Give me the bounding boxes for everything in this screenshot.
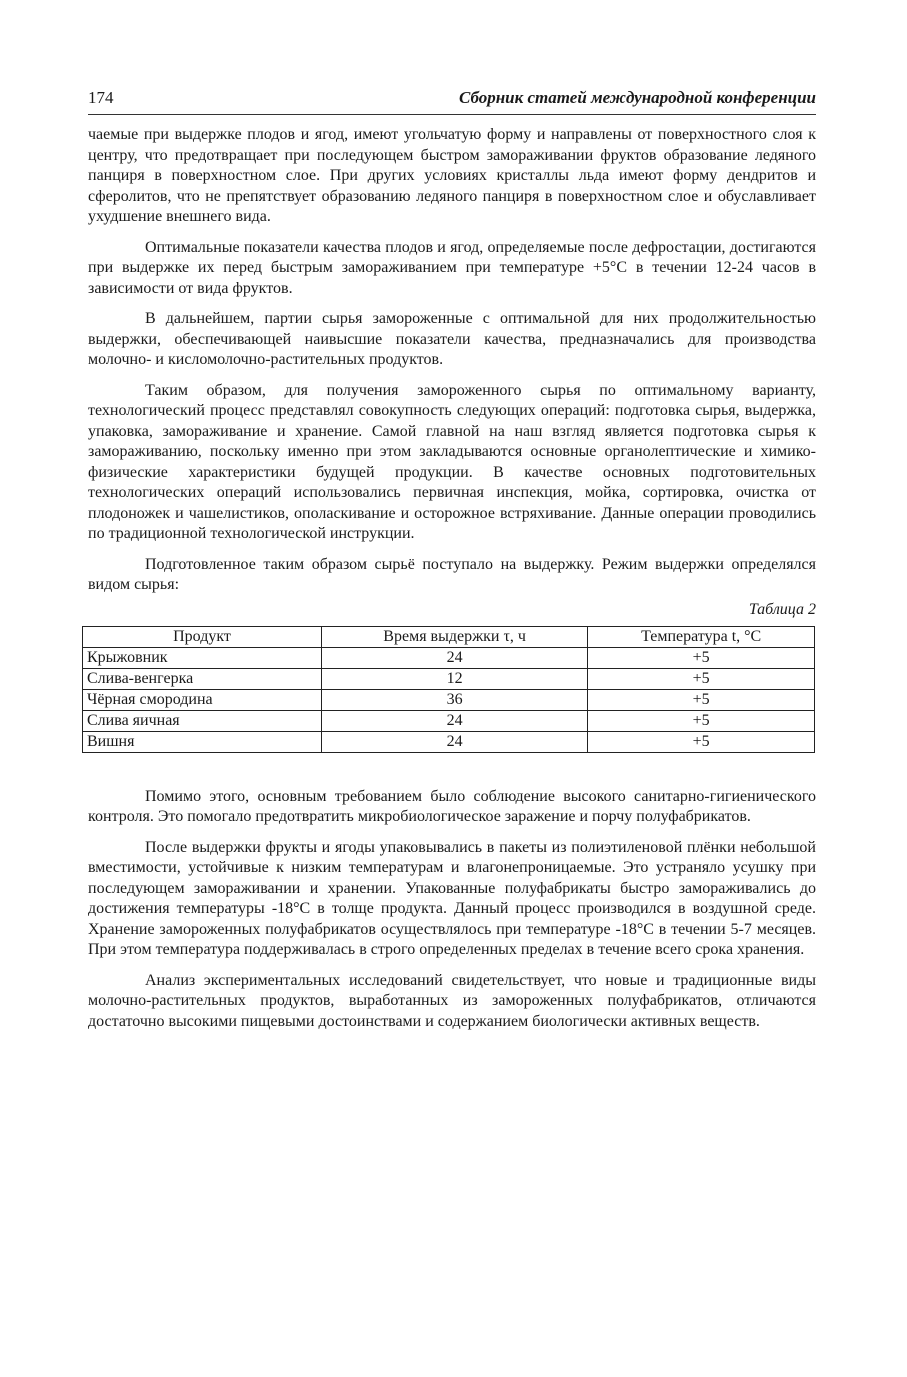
table-row — [83, 710, 815, 731]
paragraph: После выдержки фрукты и ягоды упаковывались в пакеты из полиэтиленовой плёнки небольшой вместимости, устойчивые к низким температурам и влагонепроницаемые. Это устраняло усушку при последующем замораживании и хранении. Упакованные полуфабрикаты быстро замораживались до достижения температуры -18°С в толще продукта. Данный процесс производился в воздушной среде. Хранение замороженных полуфабрикатов осуществлялось при температуре -18°С в течении 5-7 месяцев. При этом температура поддерживалась в строго определенных пределах в течение всего срока хранения. — [88, 838, 816, 958]
table-cell-temperature: +5 — [588, 689, 815, 710]
table-cell-time: 24 — [322, 710, 588, 731]
paragraph: Оптимальные показатели качества плодов и ягод, определяемые после дефростации, достигаются при выдержке их перед быстрым замораживанием при температуре +5°С в течении 12-24 часов в зависимости от вида фруктов. — [88, 238, 816, 297]
table-cell-temperature: +5 — [588, 731, 815, 752]
table-cell-product: Слива-венгерка — [83, 668, 322, 689]
paragraph: Анализ экспериментальных исследований свидетельствует, что новые и традиционные виды молочно-растительных продуктов, выработанных из замороженных полуфабрикатов, отличаются достаточно высокими пищевыми достоинствами и содержанием биологически активных веществ. — [88, 971, 816, 1030]
data-table — [82, 626, 815, 753]
table-cell-time: 24 — [322, 647, 588, 668]
table-caption: Таблица 2 — [748, 600, 816, 618]
page-number: 174 — [88, 88, 114, 107]
table-cell-temperature: +5 — [588, 710, 815, 731]
paragraph: В дальнейшем, партии сырья замороженные с оптимальной для них продолжительностью выдержки, обеспечивающей наивысшие показатели качества, предназначались для производства молочно- и кисломолочно-растительных продуктов. — [88, 310, 816, 368]
running-title: Сборник статей международной конференции — [459, 88, 816, 107]
table-header-row — [83, 626, 815, 647]
table-row — [83, 689, 815, 710]
table-cell-time: 12 — [322, 668, 588, 689]
table-row — [83, 668, 815, 689]
table-cell-product: Крыжовник — [83, 647, 322, 668]
post-table-section — [88, 787, 816, 1033]
table-cell-time: 24 — [322, 731, 588, 752]
table-row — [83, 647, 815, 668]
table-header-cell: Температура t, °С — [588, 626, 815, 647]
body-text — [88, 125, 816, 1032]
paragraph: Помимо этого, основным требованием было соблюдение высокого санитарно-гигиенического контроля. Это помогало предотвратить микробиологическое заражение и порчу полуфабрикатов. — [88, 787, 816, 825]
table-header-cell: Время выдержки τ, ч — [322, 626, 588, 647]
table-cell-product: Слива яичная — [83, 710, 322, 731]
page-header — [88, 84, 816, 115]
table-cell-product: Вишня — [83, 731, 322, 752]
paragraph-continuation: чаемые при выдержке плодов и ягод, имеют угольчатую форму и направлены от поверхностного слоя к центру, что предотвращает при последующем быстром замораживании фруктов образование ледяного панциря в поверхностном слое. При других условиях кристаллы льда имеют форму дендритов и сферолитов, что не препятствует образованию ледяного панциря в поверхностном слое и обуславливает ухудшение внешнего вида. — [88, 126, 816, 225]
table-row — [83, 731, 815, 752]
table-cell-temperature: +5 — [588, 668, 815, 689]
paragraph: Таким образом, для получения замороженного сырья по оптимальному варианту, технологический процесс представлял совокупность следующих операций: подготовка сырья, выдержка, упаковка, замораживание и хранение. Самой главной на наш взгляд является подготовка сырья к замораживанию, поскольку именно при этом закладываются основные органолептические и химико-физические характеристики будущей продукции. В качестве основных подготовительных технологических операций использовались первичная инспекция, мойка, сортировка, очистка от плодоножек и чашелистиков, ополаскивание и осторожное встряхивание. Данные операции проводились по традиционной технологической инструкции. — [88, 381, 816, 542]
table-cell-time: 36 — [322, 689, 588, 710]
table-cell-product: Чёрная смородина — [83, 689, 322, 710]
table-cell-temperature: +5 — [588, 647, 815, 668]
paragraph: Подготовленное таким образом сырьё поступало на выдержку. Режим выдержки определялся видом сырья: — [88, 555, 816, 593]
document-page — [88, 84, 816, 1042]
table-header-cell: Продукт — [83, 626, 322, 647]
